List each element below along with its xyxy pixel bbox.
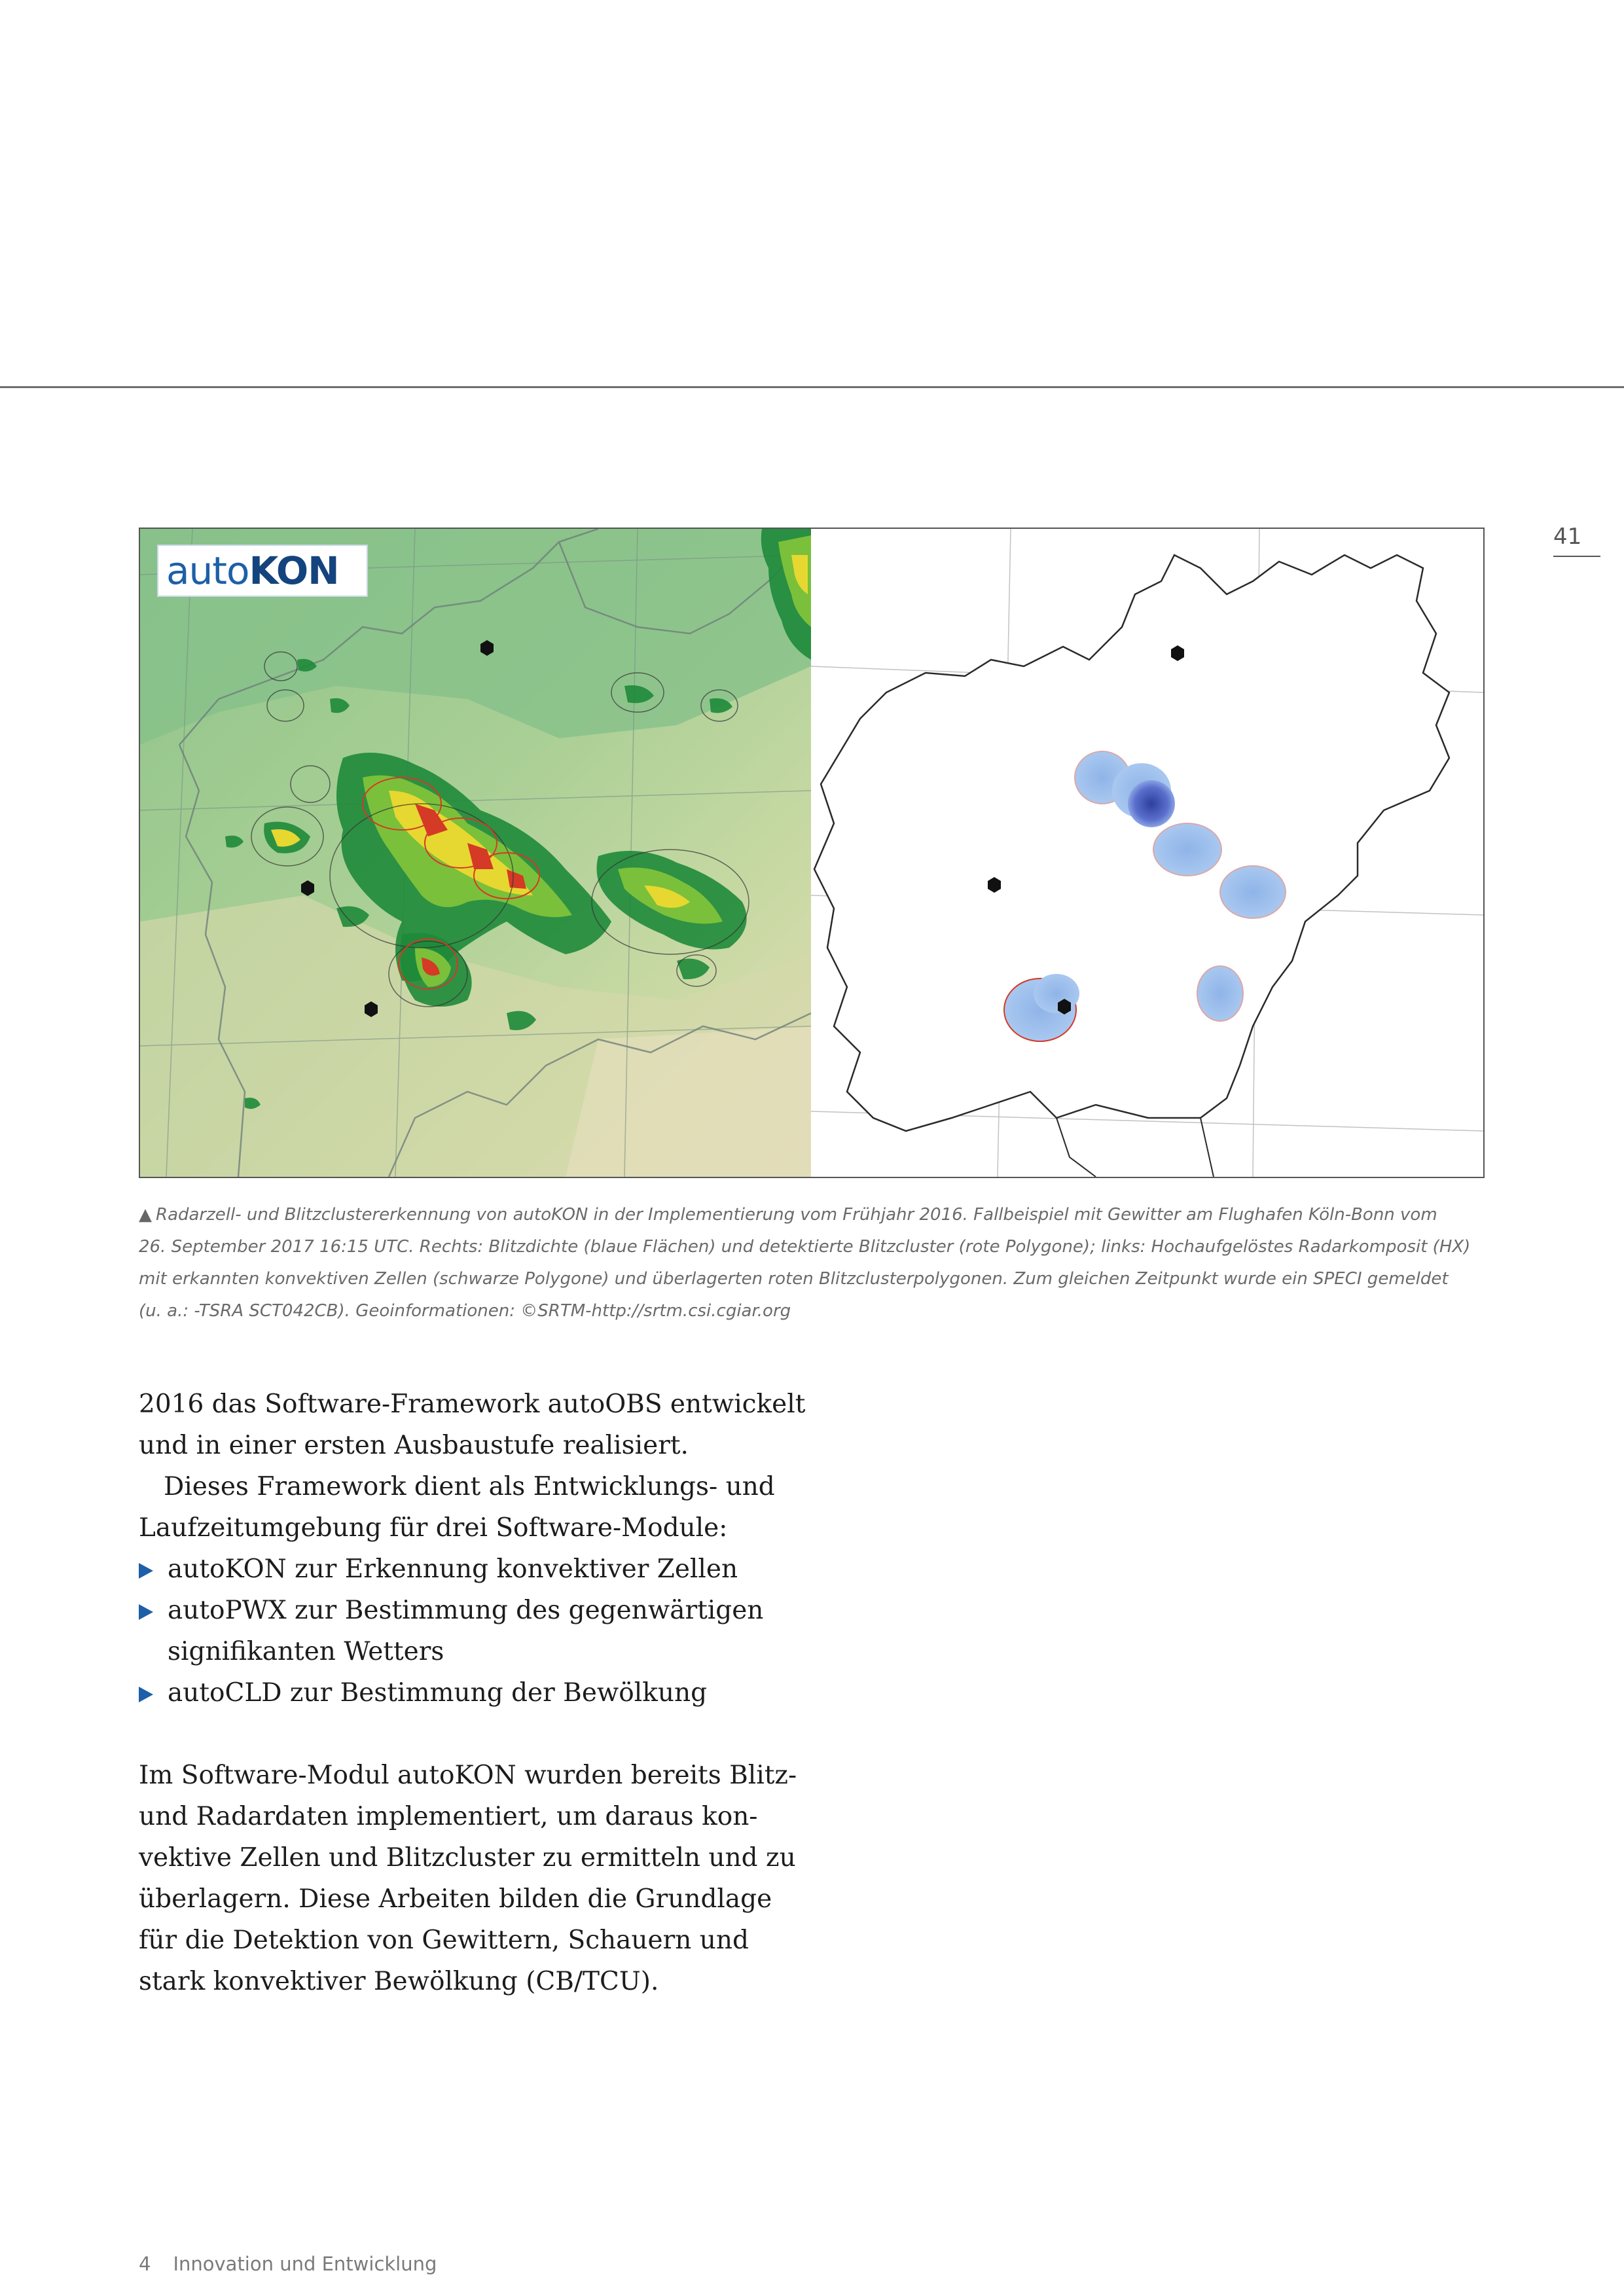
list-item-text: autoCLD zur Bestimmung der Bewölkung — [168, 1678, 708, 1708]
list-item — [139, 1672, 859, 1713]
caption-line-2: 26. September 2017 16:15 UTC. Rechts: Blitzdichte (blaue Flächen) und detektierte Blitzcluster (rote Polygone); links: Hochaufgelöstes Radarkomposit (HX) — [139, 1237, 1471, 1257]
list-item — [139, 1549, 859, 1590]
bullet-triangle-icon — [139, 1604, 153, 1620]
paragraph-1-line-1: 2016 das Software-Framework autoOBS entwickelt — [139, 1390, 806, 1419]
figure-maps-svg — [140, 529, 1483, 1177]
caption-line-1 — [139, 1199, 1485, 1231]
figure-caption — [139, 1199, 1485, 1327]
header-rule — [0, 386, 1624, 388]
page-number: 41 — [1553, 524, 1582, 550]
footer-section-title: Innovation und Entwicklung — [173, 2253, 437, 2275]
caption-line-3: mit erkannten konvektiven Zellen (schwarze Polygone) und überlagerten roten Blitzclusterpolygonen. Zum gleichen Zeitpunkt wurde ein SPECI gemeldet — [139, 1269, 1449, 1289]
paragraph-3-line-1: Im Software-Modul autoKON wurden bereits Blitz- — [139, 1761, 797, 1790]
figure-radar-lightning-maps — [139, 528, 1485, 1178]
module-list — [139, 1549, 859, 1713]
list-item-text: autoKON zur Erkennung konvektiver Zellen — [168, 1554, 738, 1584]
bullet-triangle-icon — [139, 1687, 153, 1702]
paragraph-spacer — [139, 1713, 859, 1755]
paragraph-3-line-2: und Radardaten implementiert, um daraus kon- — [139, 1802, 758, 1831]
paragraph-2-line-2: Laufzeitumgebung für drei Software-Module: — [139, 1513, 728, 1543]
list-item-text: autoPWX zur Bestimmung des gegenwärtigen — [168, 1596, 764, 1625]
radar-composite-panel — [140, 529, 811, 1177]
paragraph-3-line-3: vektive Zellen und Blitzcluster zu ermitteln und zu — [139, 1843, 796, 1873]
paragraph-2 — [139, 1466, 859, 1507]
logo-text-kon: KON — [249, 548, 339, 593]
paragraph-3-line-4: überlagern. Diese Arbeiten bilden die Grundlage — [139, 1884, 772, 1914]
paragraph-2b — [139, 1507, 859, 1549]
list-item — [139, 1590, 859, 1672]
body-text — [139, 1384, 859, 2002]
caption-line-4: (u. a.: -TSRA SCT042CB). Geoinformationen: ©SRTM-http://srtm.csi.cgiar.org — [139, 1301, 791, 1321]
autokon-logo — [157, 545, 368, 597]
paragraph-2-line-1: Dieses Framework dient als Entwicklungs- und — [164, 1472, 775, 1501]
paragraph-3-line-6: stark konvektiver Bewölkung (CB/TCU). — [139, 1967, 659, 1996]
paragraph-3 — [139, 1755, 859, 2002]
page-footer — [139, 2253, 437, 2275]
page-number-rule — [1553, 556, 1600, 557]
caption-text-1: Radarzell- und Blitzclustererkennung von autoKON in der Implementierung vom Frühjahr 2016. Fallbeispiel mit Gewitter am Flughafen Köln-Bonn vom — [156, 1205, 1437, 1225]
footer-page-number: 4 — [139, 2253, 151, 2275]
lightning-density-panel — [811, 529, 1483, 1177]
bullet-triangle-icon — [139, 1563, 153, 1579]
list-item-text-continued: signifikanten Wetters — [168, 1637, 444, 1666]
logo-text-auto: auto — [166, 548, 249, 593]
paragraph-3-line-5: für die Detektion von Gewittern, Schauern und — [139, 1926, 749, 1955]
paragraph-1-line-2: und in einer ersten Ausbaustufe realisiert. — [139, 1431, 689, 1460]
caption-triangle-icon: ▲ — [139, 1205, 152, 1225]
paragraph-1 — [139, 1384, 859, 1466]
